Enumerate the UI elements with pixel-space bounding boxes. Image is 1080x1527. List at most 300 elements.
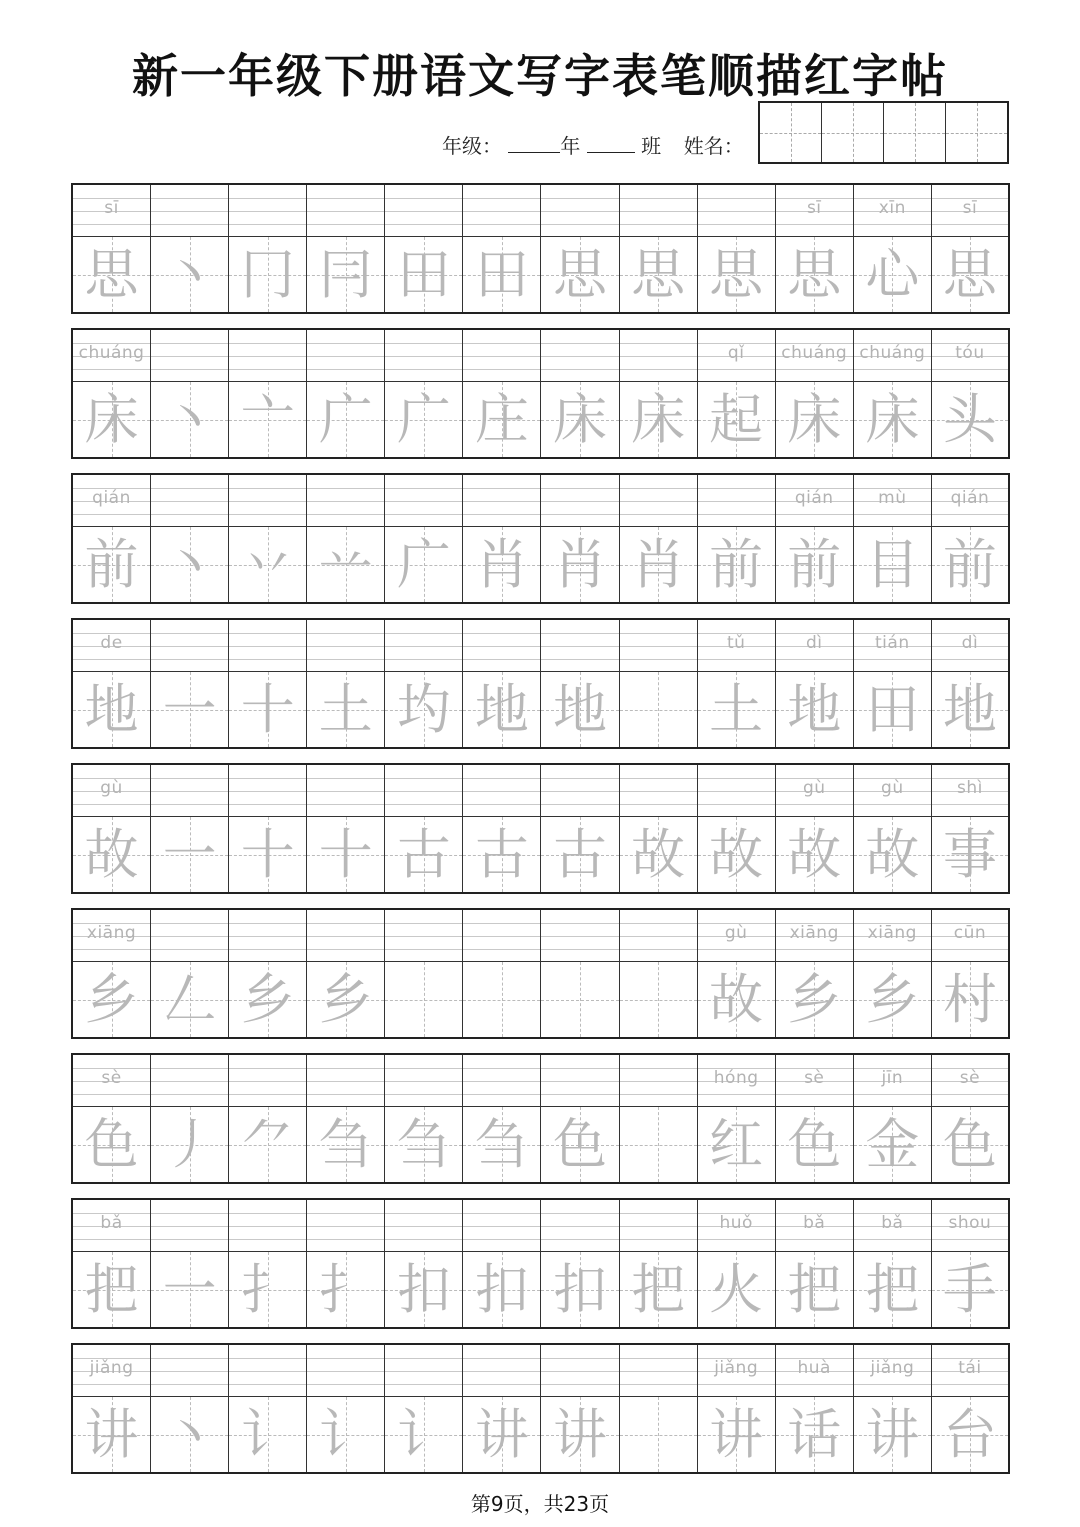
practice-cell[interactable] — [73, 765, 151, 892]
pinyin-box — [151, 1055, 228, 1107]
tian-grid-box — [698, 817, 775, 892]
tian-grid-box — [73, 382, 150, 457]
pinyin-box — [854, 1345, 931, 1397]
tian-grid-box — [698, 382, 775, 457]
pinyin-box — [698, 475, 775, 527]
pinyin-box — [541, 185, 618, 237]
trace-character: 思 — [553, 242, 607, 306]
practice-cell[interactable] — [620, 910, 698, 1037]
trace-character: 扣 — [396, 1257, 451, 1321]
practice-cell[interactable] — [307, 1055, 385, 1182]
practice-cell[interactable] — [541, 1200, 619, 1327]
pinyin-box — [307, 1345, 384, 1397]
practice-cell[interactable] — [229, 910, 307, 1037]
practice-cell[interactable] — [541, 1345, 619, 1472]
practice-cell[interactable] — [463, 910, 541, 1037]
practice-cell[interactable] — [463, 330, 541, 457]
pinyin-box — [620, 475, 697, 527]
pinyin-text — [620, 1200, 697, 1215]
pinyin-box — [385, 910, 462, 962]
tian-grid-box — [151, 672, 228, 747]
pinyin-box — [463, 910, 540, 962]
practice-cell[interactable] — [698, 475, 776, 602]
practice-cell[interactable] — [385, 1200, 463, 1327]
tian-grid-box — [73, 237, 150, 312]
trace-character: 故 — [84, 822, 139, 886]
practice-cell[interactable] — [854, 475, 932, 602]
practice-cell[interactable] — [73, 475, 151, 602]
name-box-cell[interactable] — [884, 103, 946, 162]
tian-grid-box — [463, 1397, 540, 1472]
pinyin-box — [307, 910, 384, 962]
tian-grid-box — [151, 1252, 228, 1327]
trace-character: 广 — [396, 532, 451, 596]
practice-cell[interactable] — [541, 185, 619, 312]
tian-grid-box — [73, 1397, 150, 1472]
practice-cell[interactable] — [307, 185, 385, 312]
pinyin-box — [776, 1055, 853, 1107]
trace-character: 土 — [318, 677, 373, 741]
tian-grid-box — [620, 382, 697, 457]
practice-cell[interactable] — [73, 330, 151, 457]
pinyin-text: shì — [957, 778, 983, 798]
practice-cell[interactable] — [698, 765, 776, 892]
tian-grid-box — [854, 1397, 931, 1472]
pinyin-box — [698, 620, 775, 672]
pinyin-text: sè — [804, 1068, 825, 1088]
practice-cell[interactable] — [620, 1200, 698, 1327]
practice-cell[interactable] — [229, 1200, 307, 1327]
tian-grid-box — [229, 382, 306, 457]
practice-cell[interactable] — [698, 1345, 776, 1472]
trace-character: 手 — [942, 1257, 997, 1321]
practice-cell[interactable] — [73, 185, 151, 312]
practice-cell[interactable] — [73, 1345, 151, 1472]
pinyin-box — [541, 475, 618, 527]
pinyin-text: tǔ — [726, 633, 746, 653]
practice-cell[interactable] — [854, 765, 932, 892]
practice-cell[interactable] — [229, 1055, 307, 1182]
pinyin-text — [385, 1345, 462, 1360]
practice-cell[interactable] — [541, 1055, 619, 1182]
practice-cell[interactable] — [854, 910, 932, 1037]
trace-character: 丶 — [162, 532, 217, 596]
practice-cell[interactable] — [776, 330, 854, 457]
trace-character: 把 — [631, 1257, 686, 1321]
pinyin-text — [463, 475, 540, 490]
pinyin-text — [541, 475, 618, 490]
pinyin-box — [854, 475, 931, 527]
tian-grid-box — [229, 962, 306, 1037]
practice-cell[interactable] — [541, 475, 619, 602]
practice-cell[interactable] — [229, 765, 307, 892]
pinyin-text: bǎ — [881, 1213, 904, 1233]
practice-cell[interactable] — [776, 620, 854, 747]
practice-cell[interactable] — [698, 1200, 776, 1327]
page-number: 第9页，共23页 — [470, 1492, 610, 1516]
practice-cell[interactable] — [854, 330, 932, 457]
tian-grid-box — [932, 382, 1008, 457]
practice-cell[interactable] — [541, 765, 619, 892]
trace-character: 目 — [865, 532, 920, 596]
practice-cell[interactable] — [620, 620, 698, 747]
trace-character: 广 — [396, 387, 451, 451]
pinyin-box — [73, 185, 150, 237]
trace-character: 扣 — [474, 1257, 529, 1321]
practice-cell[interactable] — [776, 765, 854, 892]
practice-cell[interactable] — [73, 620, 151, 747]
pinyin-box — [620, 910, 697, 962]
pinyin-text — [463, 620, 540, 635]
trace-character: 刍 — [396, 1112, 451, 1176]
tian-grid-box — [541, 1252, 618, 1327]
tian-grid-box — [620, 1107, 697, 1182]
practice-cell[interactable] — [541, 620, 619, 747]
practice-cell[interactable] — [854, 185, 932, 312]
pinyin-text — [620, 1345, 697, 1360]
pinyin-box — [229, 620, 306, 672]
tian-grid-box — [620, 237, 697, 312]
practice-cell[interactable] — [307, 330, 385, 457]
pinyin-box — [151, 1345, 228, 1397]
practice-cell[interactable] — [776, 475, 854, 602]
trace-character: 田 — [474, 242, 529, 306]
practice-cell[interactable] — [385, 765, 463, 892]
tian-grid-box — [620, 1252, 697, 1327]
practice-cell[interactable] — [776, 1055, 854, 1182]
tian-grid-box — [932, 962, 1008, 1037]
year-label: 年 — [560, 134, 581, 158]
pinyin-text: chuáng — [78, 343, 145, 363]
pinyin-text: gù — [802, 778, 826, 798]
pinyin-box — [229, 1200, 306, 1252]
practice-cell[interactable] — [932, 330, 1008, 457]
practice-cell[interactable] — [151, 910, 229, 1037]
pinyin-box — [385, 620, 462, 672]
practice-cell[interactable] — [229, 1345, 307, 1472]
tian-grid-box — [385, 1252, 462, 1327]
practice-cell[interactable] — [307, 1345, 385, 1472]
pinyin-box — [541, 765, 618, 817]
pinyin-box — [463, 1200, 540, 1252]
practice-cell[interactable] — [151, 765, 229, 892]
practice-cell[interactable] — [151, 330, 229, 457]
tian-grid-box — [385, 382, 462, 457]
pinyin-box — [463, 765, 540, 817]
trace-character: 肖 — [631, 532, 686, 596]
practice-row — [71, 1198, 1010, 1329]
pinyin-text — [151, 1345, 228, 1360]
pinyin-text — [463, 910, 540, 925]
pinyin-text — [463, 765, 540, 780]
practice-cell[interactable] — [463, 185, 541, 312]
practice-cell[interactable] — [307, 475, 385, 602]
practice-cell[interactable] — [229, 620, 307, 747]
pinyin-box — [151, 475, 228, 527]
tian-grid-box — [307, 237, 384, 312]
pinyin-box — [620, 1200, 697, 1252]
practice-cell[interactable] — [151, 1055, 229, 1182]
practice-cell[interactable] — [385, 330, 463, 457]
trace-character: 头 — [942, 387, 997, 451]
pinyin-text — [463, 330, 540, 345]
practice-cell[interactable] — [463, 1345, 541, 1472]
tian-grid-box — [151, 1397, 228, 1472]
trace-character: 心 — [865, 242, 920, 306]
pinyin-text — [541, 765, 618, 780]
tian-grid-box — [854, 237, 931, 312]
tian-grid-box — [620, 1397, 697, 1472]
practice-cell[interactable] — [854, 1345, 932, 1472]
pinyin-box — [541, 1055, 618, 1107]
pinyin-text: sè — [101, 1068, 122, 1088]
practice-cell[interactable] — [541, 330, 619, 457]
trace-character: 前 — [709, 532, 764, 596]
practice-cell[interactable] — [151, 620, 229, 747]
pinyin-text: xiāng — [86, 923, 137, 943]
tian-grid-box — [854, 382, 931, 457]
tian-grid-box — [620, 672, 697, 747]
pinyin-text — [385, 475, 462, 490]
name-box-cell[interactable] — [946, 103, 1007, 162]
trace-character: 亠 — [240, 387, 295, 451]
trace-character: 床 — [553, 387, 607, 451]
pinyin-text — [307, 1055, 384, 1070]
trace-character: 𠃋 — [162, 967, 217, 1031]
practice-cell[interactable] — [620, 1345, 698, 1472]
practice-cell[interactable] — [698, 620, 776, 747]
practice-cell[interactable] — [463, 1200, 541, 1327]
practice-cell[interactable] — [73, 910, 151, 1037]
pinyin-text — [620, 185, 697, 200]
tian-grid-box — [463, 962, 540, 1037]
pinyin-box — [854, 1200, 931, 1252]
pinyin-box — [229, 1345, 306, 1397]
trace-character: 故 — [709, 967, 764, 1031]
trace-character: 前 — [942, 532, 997, 596]
pinyin-text — [620, 765, 697, 780]
pinyin-text — [541, 1345, 618, 1360]
tian-grid-box — [698, 1107, 775, 1182]
practice-cell[interactable] — [385, 910, 463, 1037]
pinyin-text — [307, 475, 384, 490]
practice-cell[interactable] — [776, 910, 854, 1037]
pinyin-box — [229, 1055, 306, 1107]
pinyin-box — [854, 910, 931, 962]
pinyin-box — [229, 765, 306, 817]
pinyin-text — [541, 1200, 618, 1215]
pinyin-text — [620, 620, 697, 635]
practice-cell[interactable] — [229, 185, 307, 312]
pinyin-text: tóu — [955, 343, 985, 363]
tian-grid-box — [307, 1252, 384, 1327]
pinyin-box — [698, 1200, 775, 1252]
pinyin-box — [776, 185, 853, 237]
trace-character: 古 — [474, 822, 529, 886]
practice-cell[interactable] — [698, 330, 776, 457]
trace-character: 床 — [631, 387, 686, 451]
practice-cell[interactable] — [385, 1345, 463, 1472]
tian-grid-box — [385, 1397, 462, 1472]
name-writing-box[interactable] — [758, 101, 1009, 164]
pinyin-text: cūn — [953, 923, 987, 943]
pinyin-text — [698, 765, 775, 780]
practice-row — [71, 1053, 1010, 1184]
practice-cell[interactable] — [776, 185, 854, 312]
trace-character: 起 — [709, 387, 764, 451]
pinyin-box — [620, 765, 697, 817]
tian-grid-box — [541, 1107, 618, 1182]
tian-grid-box — [229, 237, 306, 312]
pinyin-text — [620, 910, 697, 925]
pinyin-text — [307, 765, 384, 780]
pinyin-text — [229, 1055, 306, 1070]
practice-cell[interactable] — [932, 475, 1008, 602]
practice-cell[interactable] — [854, 1200, 932, 1327]
practice-cell[interactable] — [620, 765, 698, 892]
pinyin-box — [541, 1200, 618, 1252]
grade-blank[interactable] — [508, 136, 560, 153]
trace-character: 故 — [631, 822, 686, 886]
practice-cell[interactable] — [151, 475, 229, 602]
trace-character: ⺈ — [240, 1112, 295, 1176]
practice-cell[interactable] — [385, 185, 463, 312]
practice-cell[interactable] — [151, 1345, 229, 1472]
tian-grid-box — [541, 672, 618, 747]
practice-cell[interactable] — [620, 1055, 698, 1182]
pinyin-box — [463, 620, 540, 672]
name-box-cell[interactable] — [760, 103, 822, 162]
trace-character: 火 — [709, 1257, 764, 1321]
trace-character: 十 — [318, 822, 373, 886]
pinyin-text — [151, 475, 228, 490]
practice-cell[interactable] — [385, 620, 463, 747]
practice-cell[interactable] — [229, 475, 307, 602]
tian-grid-box — [229, 1107, 306, 1182]
practice-cell[interactable] — [932, 1345, 1008, 1472]
pinyin-box — [385, 475, 462, 527]
pinyin-text — [463, 1345, 540, 1360]
tian-grid-box — [307, 1397, 384, 1472]
pinyin-box — [151, 765, 228, 817]
practice-cell[interactable] — [698, 185, 776, 312]
pinyin-box — [151, 330, 228, 382]
pinyin-text: de — [100, 633, 123, 653]
practice-cell[interactable] — [932, 1055, 1008, 1182]
trace-character: 一 — [162, 677, 217, 741]
tian-grid-box — [463, 817, 540, 892]
practice-cell[interactable] — [620, 330, 698, 457]
pinyin-box — [73, 620, 150, 672]
trace-character: 庄 — [474, 387, 529, 451]
pinyin-box — [698, 1345, 775, 1397]
student-info — [442, 130, 744, 159]
tian-grid-box — [541, 382, 618, 457]
trace-character: 讲 — [865, 1402, 920, 1466]
trace-character: 前 — [84, 532, 139, 596]
pinyin-text: gù — [100, 778, 123, 798]
practice-cell[interactable] — [385, 475, 463, 602]
practice-cell[interactable] — [932, 765, 1008, 892]
pinyin-box — [385, 330, 462, 382]
practice-cell[interactable] — [307, 765, 385, 892]
practice-cell[interactable] — [698, 910, 776, 1037]
pinyin-box — [776, 910, 853, 962]
pinyin-text — [229, 1345, 306, 1360]
tian-grid-box — [541, 962, 618, 1037]
practice-cell[interactable] — [463, 1055, 541, 1182]
name-box-cell[interactable] — [822, 103, 884, 162]
trace-character: 扌 — [318, 1257, 373, 1321]
practice-cell[interactable] — [463, 475, 541, 602]
tian-grid-box — [541, 527, 618, 602]
practice-cell[interactable] — [307, 620, 385, 747]
tian-grid-box — [776, 817, 853, 892]
practice-cell[interactable] — [151, 185, 229, 312]
practice-cell[interactable] — [698, 1055, 776, 1182]
practice-cell[interactable] — [385, 1055, 463, 1182]
practice-cell[interactable] — [932, 1200, 1008, 1327]
practice-cell[interactable] — [620, 185, 698, 312]
pinyin-box — [73, 475, 150, 527]
class-blank[interactable] — [587, 136, 635, 153]
trace-character: 丶 — [162, 1402, 217, 1466]
pinyin-text — [385, 185, 462, 200]
practice-cell[interactable] — [932, 185, 1008, 312]
tian-grid-box — [776, 962, 853, 1037]
practice-cell[interactable] — [307, 1200, 385, 1327]
trace-character: 色 — [942, 1112, 997, 1176]
practice-cell[interactable] — [463, 765, 541, 892]
practice-cell[interactable] — [151, 1200, 229, 1327]
trace-character: 肖 — [553, 532, 607, 596]
pinyin-text — [307, 185, 384, 200]
pinyin-text — [620, 1055, 697, 1070]
practice-cell[interactable] — [541, 910, 619, 1037]
trace-character: 讲 — [709, 1402, 764, 1466]
trace-character: 红 — [709, 1112, 764, 1176]
trace-character: 丶 — [162, 242, 217, 306]
practice-cell[interactable] — [73, 1200, 151, 1327]
pinyin-box — [620, 620, 697, 672]
pinyin-box — [463, 1055, 540, 1107]
tian-grid-box — [229, 527, 306, 602]
pinyin-box — [541, 330, 618, 382]
practice-cell[interactable] — [932, 620, 1008, 747]
pinyin-text — [307, 910, 384, 925]
practice-cell[interactable] — [776, 1345, 854, 1472]
practice-cell[interactable] — [776, 1200, 854, 1327]
practice-cell[interactable] — [463, 620, 541, 747]
tian-grid-box — [932, 1252, 1008, 1327]
practice-cell[interactable] — [229, 330, 307, 457]
tian-grid-box — [73, 962, 150, 1037]
pinyin-box — [854, 765, 931, 817]
trace-character: 乡 — [865, 967, 920, 1031]
grade-label: 年级： — [442, 134, 502, 158]
practice-cell[interactable] — [932, 910, 1008, 1037]
practice-cell[interactable] — [620, 475, 698, 602]
pinyin-box — [932, 1200, 1008, 1252]
tian-grid-box — [385, 237, 462, 312]
practice-cell[interactable] — [307, 910, 385, 1037]
practice-cell[interactable] — [73, 1055, 151, 1182]
tian-grid-box — [385, 672, 462, 747]
practice-cell[interactable] — [854, 1055, 932, 1182]
practice-cell[interactable] — [854, 620, 932, 747]
pinyin-box — [854, 185, 931, 237]
trace-character: 广 — [318, 387, 373, 451]
